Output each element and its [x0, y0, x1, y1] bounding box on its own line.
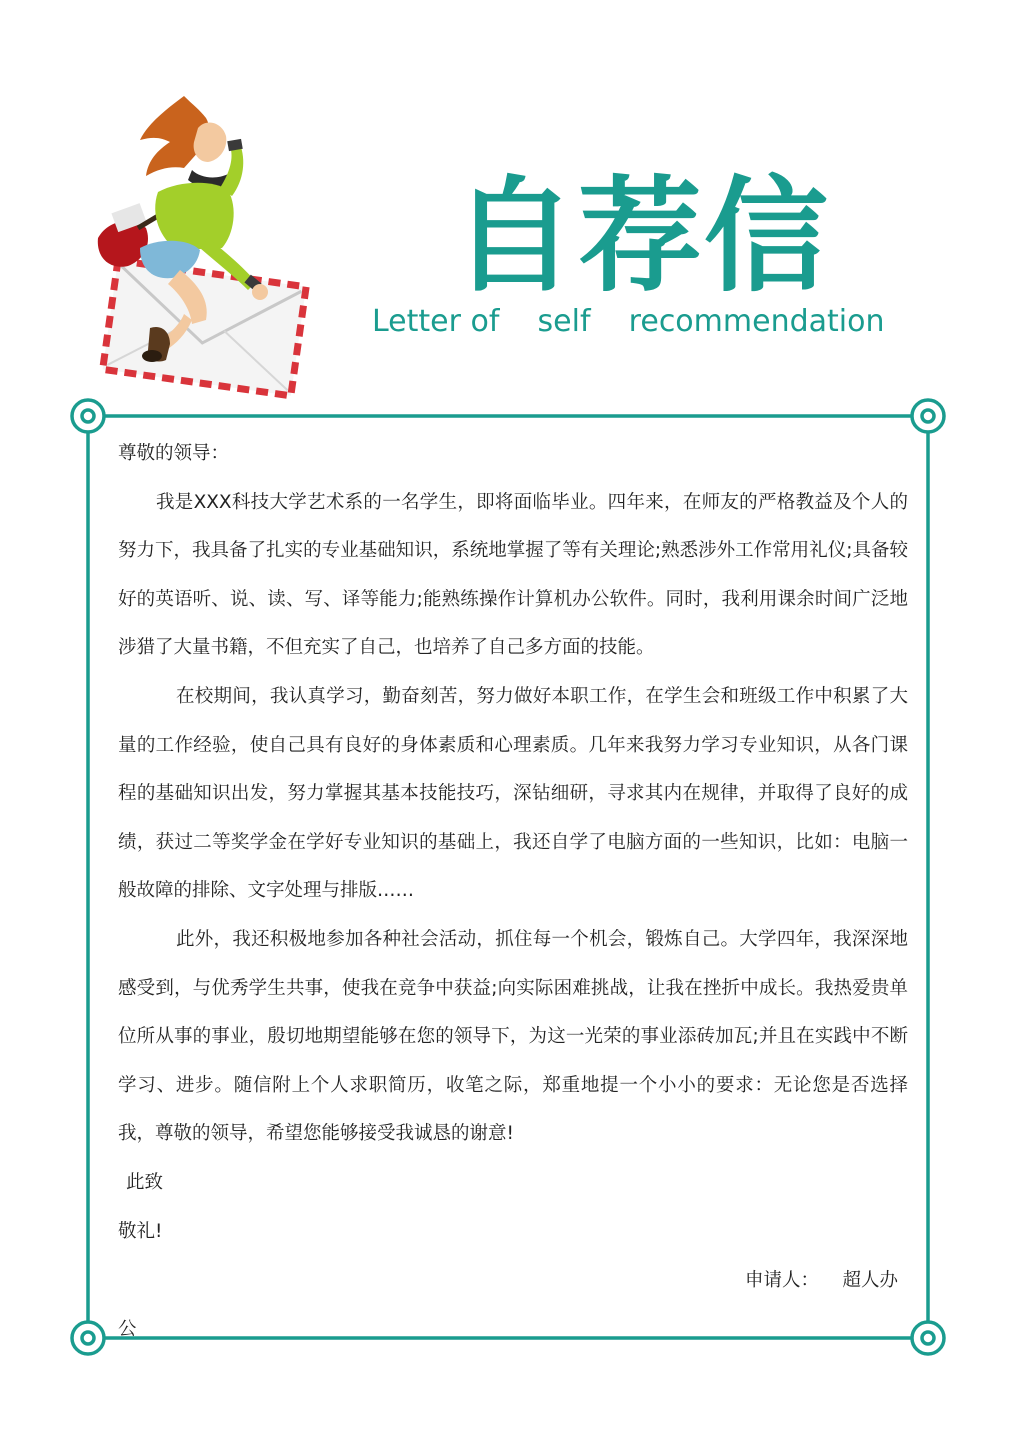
corner-ornament-bottom-right: [912, 1322, 944, 1354]
page-title-chinese: 自荐信: [452, 165, 831, 309]
corner-ornament-bottom-left: [72, 1322, 104, 1354]
letter-closing-1: 此致: [126, 1171, 164, 1193]
page-title-english: Letter of self recommendation: [372, 304, 885, 339]
letter-paragraph-1: 我是XXX科技大学艺术系的一名学生，即将面临毕业。四年来，在师友的严格教益及个人的努力下，我具备了扎实的专业基础知识，系统地掌握了等有关理论;熟悉涉外工作常用礼仪;具备较好的英语听、说、读、写、译等能力;能熟练操作计算机办公软件。同时，我利用课余时间广泛地涉猎了大量书籍，不但充实了自己，也培养了自己多方面的技能。: [118, 491, 908, 659]
applicant-name: 超人办: [842, 1270, 898, 1291]
letter-paragraph-3: 此外，我还积极地参加各种社会活动，抓住每一个机会，锻炼自己。大学四年，我深深地感受到，与优秀学生共事，使我在竞争中获益;向实际困难挑战，让我在挫折中成长。我热爱贵单位所从事的事业，殷切地期望能够在您的领导下，为这一光荣的事业添砖加瓦;并且在实践中不断学习、进步。随信附上个人求职简历，收笔之际，郑重地提一个小小的要求：无论您是否选择我，尊敬的领导，希望您能够接受我诚恳的谢意!: [118, 928, 908, 1145]
letter-signature: [118, 1257, 898, 1354]
letter-paragraph-2: 在校期间，我认真学习，勤奋刻苦，努力做好本职工作，在学生会和班级工作中积累了大量的工作经验，使自己具有良好的身体素质和心理素质。几年来我努力学习专业知识，从各门课程的基础知识出发，努力掌握其基本技能技巧，深钻细研，寻求其内在规律，并取得了良好的成绩，获过二等奖学金在学好专业知识的基础上，我还自学了电脑方面的一些知识，比如：电脑一般故障的排除、文字处理与排版……: [118, 685, 908, 902]
letter-body: [118, 430, 908, 1256]
corner-ornament-top-left: [72, 400, 104, 432]
letter-salutation: 尊敬的领导：: [118, 443, 230, 464]
signature-line-1: [118, 1257, 898, 1306]
applicant-label: 申请人：: [744, 1270, 819, 1291]
corner-ornament-top-right: [912, 400, 944, 432]
letter-closing-2: 敬礼!: [118, 1220, 163, 1242]
applicant-name-continued: 公: [118, 1318, 137, 1340]
